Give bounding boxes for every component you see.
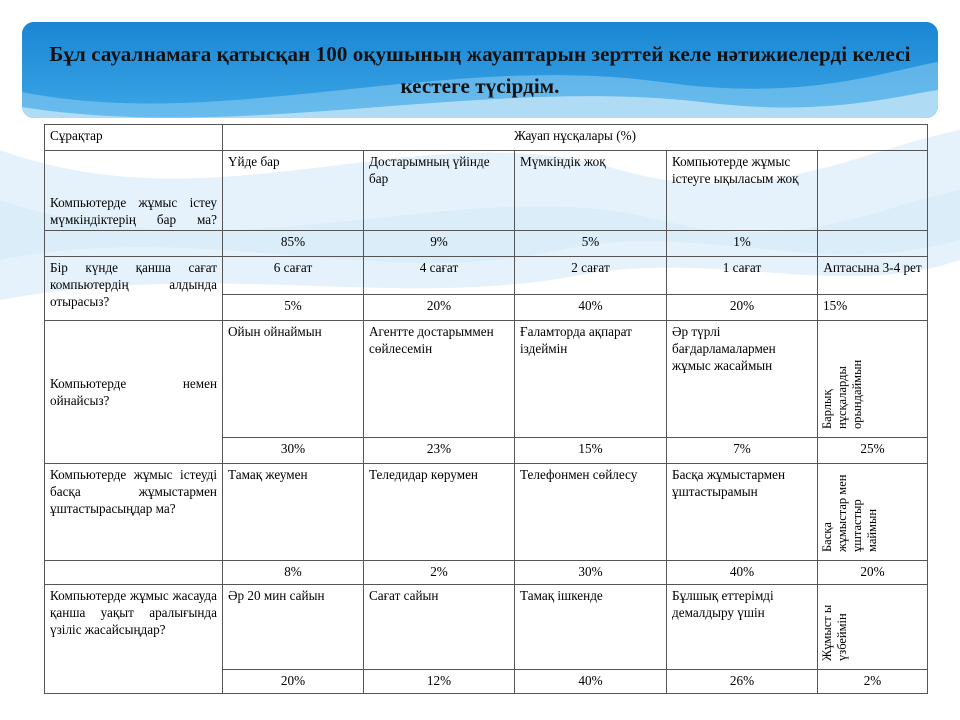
vertical-option-text: Жұмыст ы үзбеймін — [820, 604, 849, 661]
value-cell: 1% — [667, 231, 818, 257]
option-cell: Ғаламторда ақпарат іздеймін — [515, 321, 667, 438]
value-row — [45, 231, 928, 257]
page-title: Бұл сауалнамаға қатысқан 100 оқушының жауаптарын зерттей келе нәтижиелерді келесі кестеге түсірдім. — [49, 42, 911, 98]
value-cell — [818, 231, 928, 257]
question-cell-empty — [45, 561, 223, 585]
table-row — [45, 321, 928, 438]
value-cell: 15% — [818, 295, 928, 321]
value-cell: 12% — [364, 670, 515, 694]
option-cell: Сағат сайын — [364, 585, 515, 670]
value-cell: 85% — [223, 231, 364, 257]
option-cell: Әр 20 мин сайын — [223, 585, 364, 670]
option-cell: Бұлшық еттерімді демалдыру үшін — [667, 585, 818, 670]
value-cell: 40% — [515, 670, 667, 694]
value-cell: 15% — [515, 438, 667, 464]
header-questions: Сұрақтар — [45, 125, 223, 151]
option-cell: Мүмкіндік жоқ — [515, 151, 667, 231]
value-cell: 23% — [364, 438, 515, 464]
value-row — [45, 561, 928, 585]
value-cell: 25% — [818, 438, 928, 464]
question-cell: Бір күнде қанша сағат компьютердің алдында отырасыз? — [45, 257, 223, 321]
option-cell-vertical — [818, 321, 928, 438]
question-cell: Компьютерде жұмыс істеу мүмкіндіктерің бар ма? — [45, 151, 223, 231]
option-cell: Ойын ойнаймын — [223, 321, 364, 438]
value-cell: 8% — [223, 561, 364, 585]
option-cell: Достарымның үйінде бар — [364, 151, 515, 231]
option-cell: Басқа жұмыстармен ұштастырамын — [667, 464, 818, 561]
option-cell-vertical — [818, 585, 928, 670]
question-cell-empty — [45, 231, 223, 257]
option-cell: 2 сағат — [515, 257, 667, 295]
survey-table — [44, 124, 928, 694]
value-cell: 7% — [667, 438, 818, 464]
value-cell: 30% — [223, 438, 364, 464]
vertical-option-text: Барлық нұсқаларды орындаймын — [820, 359, 864, 429]
value-cell: 20% — [818, 561, 928, 585]
value-cell: 40% — [515, 295, 667, 321]
value-cell: 40% — [667, 561, 818, 585]
value-cell: 5% — [515, 231, 667, 257]
option-cell: 1 сағат — [667, 257, 818, 295]
value-cell: 26% — [667, 670, 818, 694]
option-cell: 6 сағат — [223, 257, 364, 295]
value-cell: 20% — [223, 670, 364, 694]
table-row — [45, 151, 928, 231]
question-cell: Компьютерде жұмыс істеуді басқа жұмыстармен ұштастырасыңдар ма? — [45, 464, 223, 561]
vertical-option-text: Басқа жұмыстар мен ұштастыр маймын — [820, 474, 879, 552]
option-cell: Үйде бар — [223, 151, 364, 231]
option-cell: Тамақ жеумен — [223, 464, 364, 561]
option-cell: Телефонмен сөйлесу — [515, 464, 667, 561]
option-cell: 4 сағат — [364, 257, 515, 295]
option-cell: Әр түрлі бағдарламалармен жұмыс жасаймын — [667, 321, 818, 438]
value-cell: 20% — [364, 295, 515, 321]
option-cell: Агентте достарыммен сөйлесемін — [364, 321, 515, 438]
value-cell: 20% — [667, 295, 818, 321]
table-row — [45, 585, 928, 670]
option-cell — [818, 151, 928, 231]
option-cell: Тамақ ішкенде — [515, 585, 667, 670]
value-cell: 5% — [223, 295, 364, 321]
header-answers: Жауап нұсқалары (%) — [223, 125, 928, 151]
table-header-row — [45, 125, 928, 151]
question-cell: Компьютерде немен ойнайсыз? — [45, 321, 223, 464]
value-cell: 2% — [364, 561, 515, 585]
table-row — [45, 464, 928, 561]
option-cell-vertical — [818, 464, 928, 561]
option-cell: Теледидар көрумен — [364, 464, 515, 561]
value-cell: 9% — [364, 231, 515, 257]
option-cell: Аптасына 3-4 рет — [818, 257, 928, 295]
table-row — [45, 257, 928, 295]
question-cell: Компьютерде жұмыс жасауда қанша уақыт аралығында үзіліс жасайсыңдар? — [45, 585, 223, 694]
value-cell: 30% — [515, 561, 667, 585]
value-cell: 2% — [818, 670, 928, 694]
option-cell: Компьютерде жұмыс істеуге ықыласым жоқ — [667, 151, 818, 231]
